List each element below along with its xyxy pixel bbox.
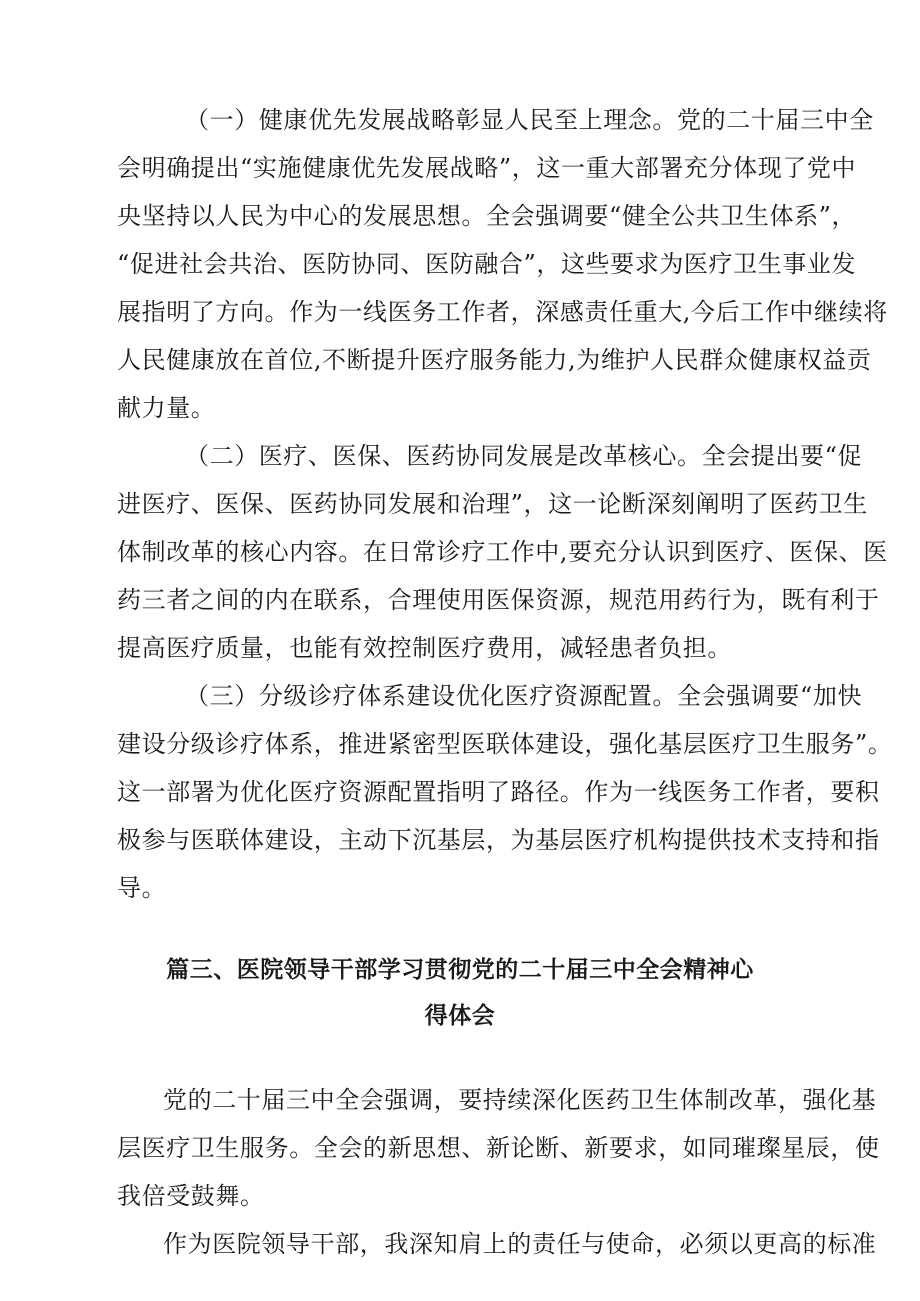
text-line: 人民健康放在首位,不断提升医疗服务能力,为维护人民群众健康权益贡 (117, 346, 872, 374)
heading-line: 篇三、医院领导干部学习贯彻党的二十届三中全会精神心 (166, 957, 754, 983)
text-line: 体制改革的核心内容。在日常诊疗工作中,要充分认识到医疗、医保、医 (117, 538, 888, 566)
text-line: “促进社会共治、医防协同、医防融合”，这些要求为医疗卫生事业发 (117, 250, 857, 278)
heading-line: 得体会 (424, 1003, 496, 1029)
text-line: 进医疗、医保、医药协同发展和治理”，这一论断深刻阐明了医药卫生 (117, 490, 868, 518)
text-line: （一）健康优先发展战略彰显人民至上理念。党的二十届三中全 (185, 106, 874, 134)
text-line: 建设分级诊疗体系，推进紧密型医联体建设，强化基层医疗卫生服务”。 (117, 730, 893, 758)
text-line: 党的二十届三中全会强调，要持续深化医药卫生体制改革，强化基 (163, 1086, 877, 1114)
text-line: 作为医院领导干部，我深知肩上的责任与使命，必须以更高的标准 (163, 1230, 877, 1258)
text-line: 导。 (117, 874, 167, 902)
text-line: 极参与医联体建设，主动下沉基层，为基层医疗机构提供技术支持和指 (117, 826, 880, 854)
text-line: 展指明了方向。作为一线医务工作者，深感责任重大,今后工作中继续将 (117, 298, 888, 326)
text-line: （三）分级诊疗体系建设优化医疗资源配置。全会强调要“加快 (185, 682, 863, 710)
text-line: 献力量。 (117, 394, 216, 422)
text-line: 央坚持以人民为中心的发展思想。全会强调要“健全公共卫生体系”， (117, 202, 857, 230)
text-line: 药三者之间的内在联系，合理使用医保资源，规范用药行为，既有利于 (117, 586, 880, 614)
text-line: 层医疗卫生服务。全会的新思想、新论断、新要求，如同璀璨星辰，使 (117, 1134, 880, 1162)
text-line: 我倍受鼓舞。 (117, 1182, 265, 1210)
text-line: （二）医疗、医保、医药协同发展是改革核心。全会提出要“促 (185, 442, 863, 470)
text-line: 提高医疗质量，也能有效控制医疗费用，减轻患者负担。 (117, 634, 732, 662)
text-line: 会明确提出“实施健康优先发展战略”，这一重大部署充分体现了党中 (117, 154, 857, 182)
text-line: 这一部署为优化医疗资源配置指明了路径。作为一线医务工作者，要积 (117, 778, 880, 806)
